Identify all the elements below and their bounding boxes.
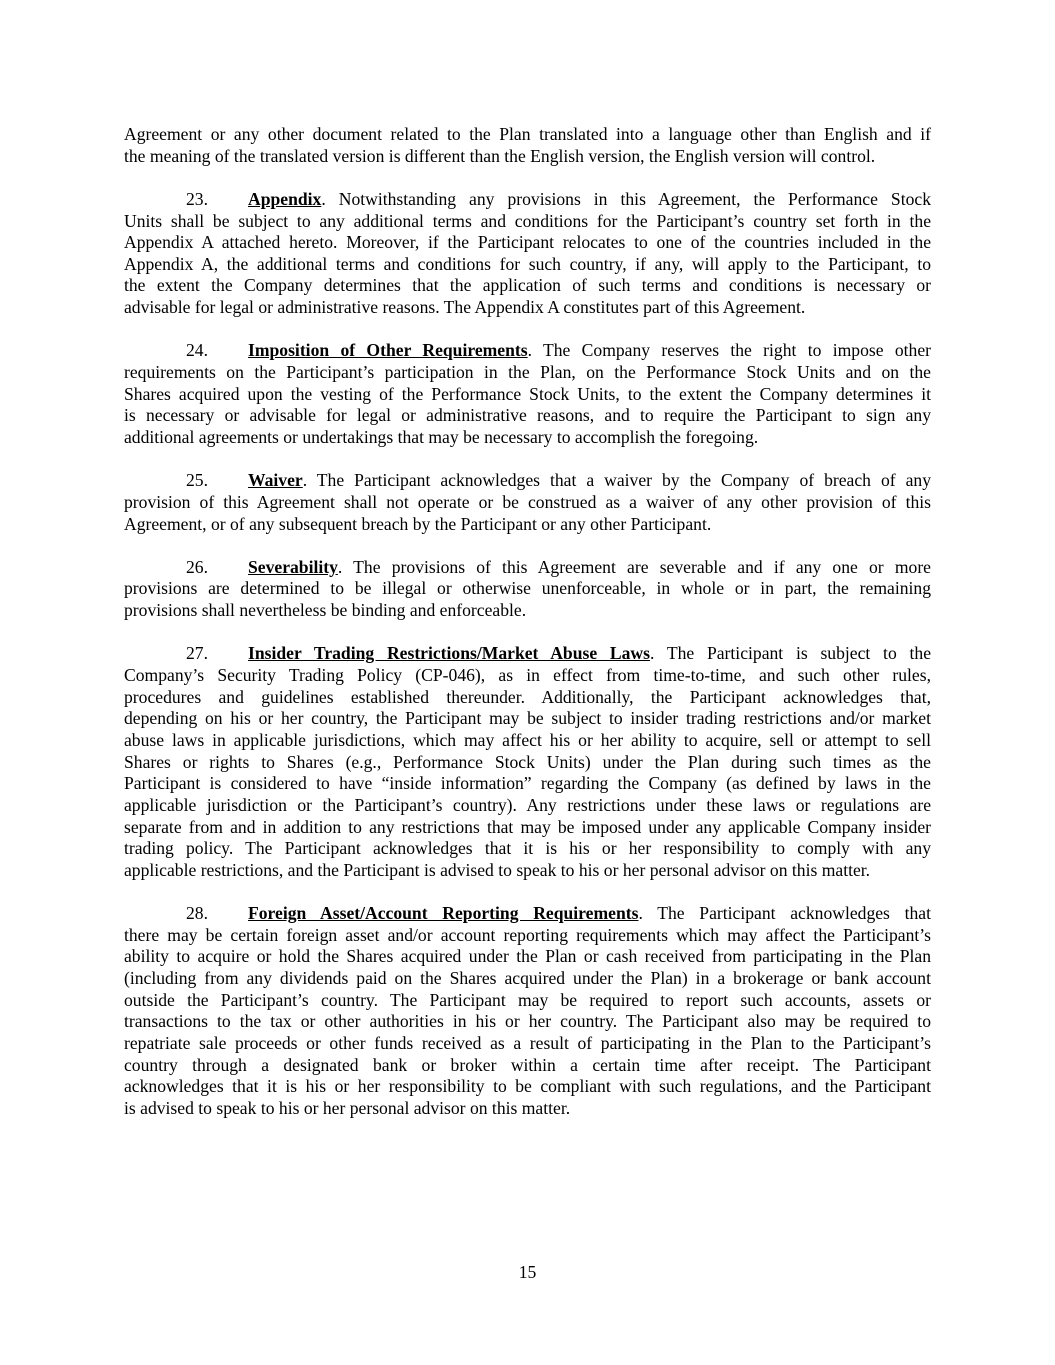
section-heading: Foreign Asset/Account Reporting Requirements — [248, 903, 639, 924]
section-number: 25. — [186, 470, 208, 491]
section-text: . Notwithstanding any provisions in this Agreement, the Performance Stock — [321, 188, 931, 209]
section-number: 28. — [186, 903, 208, 924]
section-heading: Waiver — [248, 470, 303, 491]
paragraph-section-25 — [124, 470, 931, 535]
paragraph-section-26 — [124, 557, 931, 622]
paragraph-line: there may be certain foreign asset and/or account reporting requirements which may affect the Participant’s — [124, 924, 931, 945]
paragraph-first-line — [124, 557, 931, 579]
paragraph-section-28 — [124, 903, 931, 1119]
section-heading: Appendix — [248, 188, 322, 209]
paragraph-line: ability to acquire or hold the Shares acquired under the Plan or cash received from participating in the Plan — [124, 946, 931, 967]
paragraph-line: provision of this Agreement shall not operate or be construed as a waiver of any other provision of this — [124, 491, 931, 512]
section-text: . The Participant acknowledges that — [638, 903, 931, 924]
paragraph-line: advisable for legal or administrative reasons. The Appendix A constitutes part of this Agreement. — [124, 297, 806, 318]
document-body — [124, 124, 931, 1141]
paragraph-line: separate from and in addition to any restrictions that may be imposed under any applicable Company insider — [124, 816, 931, 837]
paragraph-line: depending on his or her country, the Participant may be subject to insider trading restrictions and/or market — [124, 708, 931, 729]
paragraph-line: is advised to speak to his or her personal advisor on this matter. — [124, 1097, 571, 1118]
paragraph-line: provisions are determined to be illegal or otherwise unenforceable, in whole or in part, the remaining — [124, 578, 931, 599]
paragraph-first-line — [124, 470, 931, 492]
paragraph-line: Units shall be subject to any additional terms and conditions for the Participant’s country set forth in the — [124, 210, 931, 231]
paragraph-line: outside the Participant’s country. The Participant may be required to report such accounts, assets or — [124, 989, 931, 1010]
paragraph-line: is necessary or advisable for legal or administrative reasons, and to require the Participant to sign any — [124, 405, 931, 426]
paragraph-line: trading policy. The Participant acknowledges that it is his or her responsibility to comply with any — [124, 838, 931, 859]
paragraph-line: Shares or rights to Shares (e.g., Performance Stock Units) under the Plan during such times as the — [124, 751, 931, 772]
paragraph-line: applicable restrictions, and the Participant is advised to speak to his or her personal advisor on this matter. — [124, 859, 871, 880]
paragraph-continued — [124, 124, 931, 167]
paragraph-line: Shares acquired upon the vesting of the Performance Stock Units, to the extent the Company determines it — [124, 383, 931, 404]
paragraph-line: Company’s Security Trading Policy (CP-046), as in effect from time-to-time, and such other rules, — [124, 665, 931, 686]
section-text: . The provisions of this Agreement are severable and if any one or more — [337, 556, 931, 577]
paragraph-line: Agreement, or of any subsequent breach by the Participant or any other Participant. — [124, 513, 712, 534]
section-text: . The Participant is subject to the — [650, 643, 932, 664]
section-text: . The Company reserves the right to impose other — [527, 340, 931, 361]
paragraph-first-line — [124, 643, 931, 665]
paragraph-line: transactions to the tax or other authorities in his or her country. The Participant also may be required to — [124, 1011, 931, 1032]
paragraph-section-27 — [124, 643, 931, 881]
paragraph-line: the meaning of the translated version is different than the English version, the English version will control. — [124, 145, 876, 166]
paragraph-line: abuse laws in applicable jurisdictions, which may affect his or her ability to acquire, sell or attempt to sell — [124, 729, 931, 750]
paragraph-line: provisions shall nevertheless be binding and enforceable. — [124, 600, 527, 621]
paragraph-line: Participant is considered to have “inside information” regarding the Company (as defined by laws in the — [124, 773, 931, 794]
paragraph-line: procedures and guidelines established thereunder. Additionally, the Participant acknowledges that, — [124, 686, 931, 707]
paragraph-line: acknowledges that it is his or her responsibility to be compliant with such regulations, and the Participant — [124, 1076, 931, 1097]
paragraph-line: applicable jurisdiction or the Participant’s country). Any restrictions under these laws or regulations are — [124, 794, 931, 815]
section-text: . The Participant acknowledges that a waiver by the Company of breach of any — [302, 470, 931, 491]
paragraph-first-line — [124, 189, 931, 211]
paragraph-line: repatriate sale proceeds or other funds received as a result of participating in the Plan to the Participant’s — [124, 1032, 931, 1053]
paragraph-section-23 — [124, 189, 931, 319]
paragraph-line: the extent the Company determines that the application of such terms and conditions is necessary or — [124, 275, 931, 296]
section-number: 23. — [186, 188, 208, 209]
paragraph-first-line — [124, 903, 931, 925]
section-number: 24. — [186, 340, 208, 361]
section-number: 26. — [186, 556, 208, 577]
page-number: 15 — [518, 1262, 537, 1282]
paragraph-line: Appendix A attached hereto. Moreover, if the Participant relocates to one of the countries included in the — [124, 232, 931, 253]
paragraph-line: Agreement or any other document related to the Plan translated into a language other than English and if — [124, 124, 931, 144]
section-number: 27. — [186, 643, 208, 664]
paragraph-section-24 — [124, 340, 931, 448]
paragraph-line: additional agreements or undertakings that may be necessary to accomplish the foregoing. — [124, 426, 759, 447]
section-heading: Severability — [248, 556, 338, 577]
paragraph-line: country through a designated bank or broker within a certain time after receipt. The Participant — [124, 1054, 931, 1075]
paragraph-first-line — [124, 340, 931, 362]
section-heading: Insider Trading Restrictions/Market Abuse Laws — [248, 643, 650, 664]
section-heading: Imposition of Other Requirements — [248, 340, 528, 361]
paragraph-line: (including from any dividends paid on the Shares acquired under the Plan) in a brokerage or bank account — [124, 967, 931, 988]
paragraph-line: requirements on the Participant’s participation in the Plan, on the Performance Stock Units and on the — [124, 362, 931, 383]
paragraph-line: Appendix A, the additional terms and conditions for such country, if any, will apply to the Participant, to — [124, 253, 931, 274]
